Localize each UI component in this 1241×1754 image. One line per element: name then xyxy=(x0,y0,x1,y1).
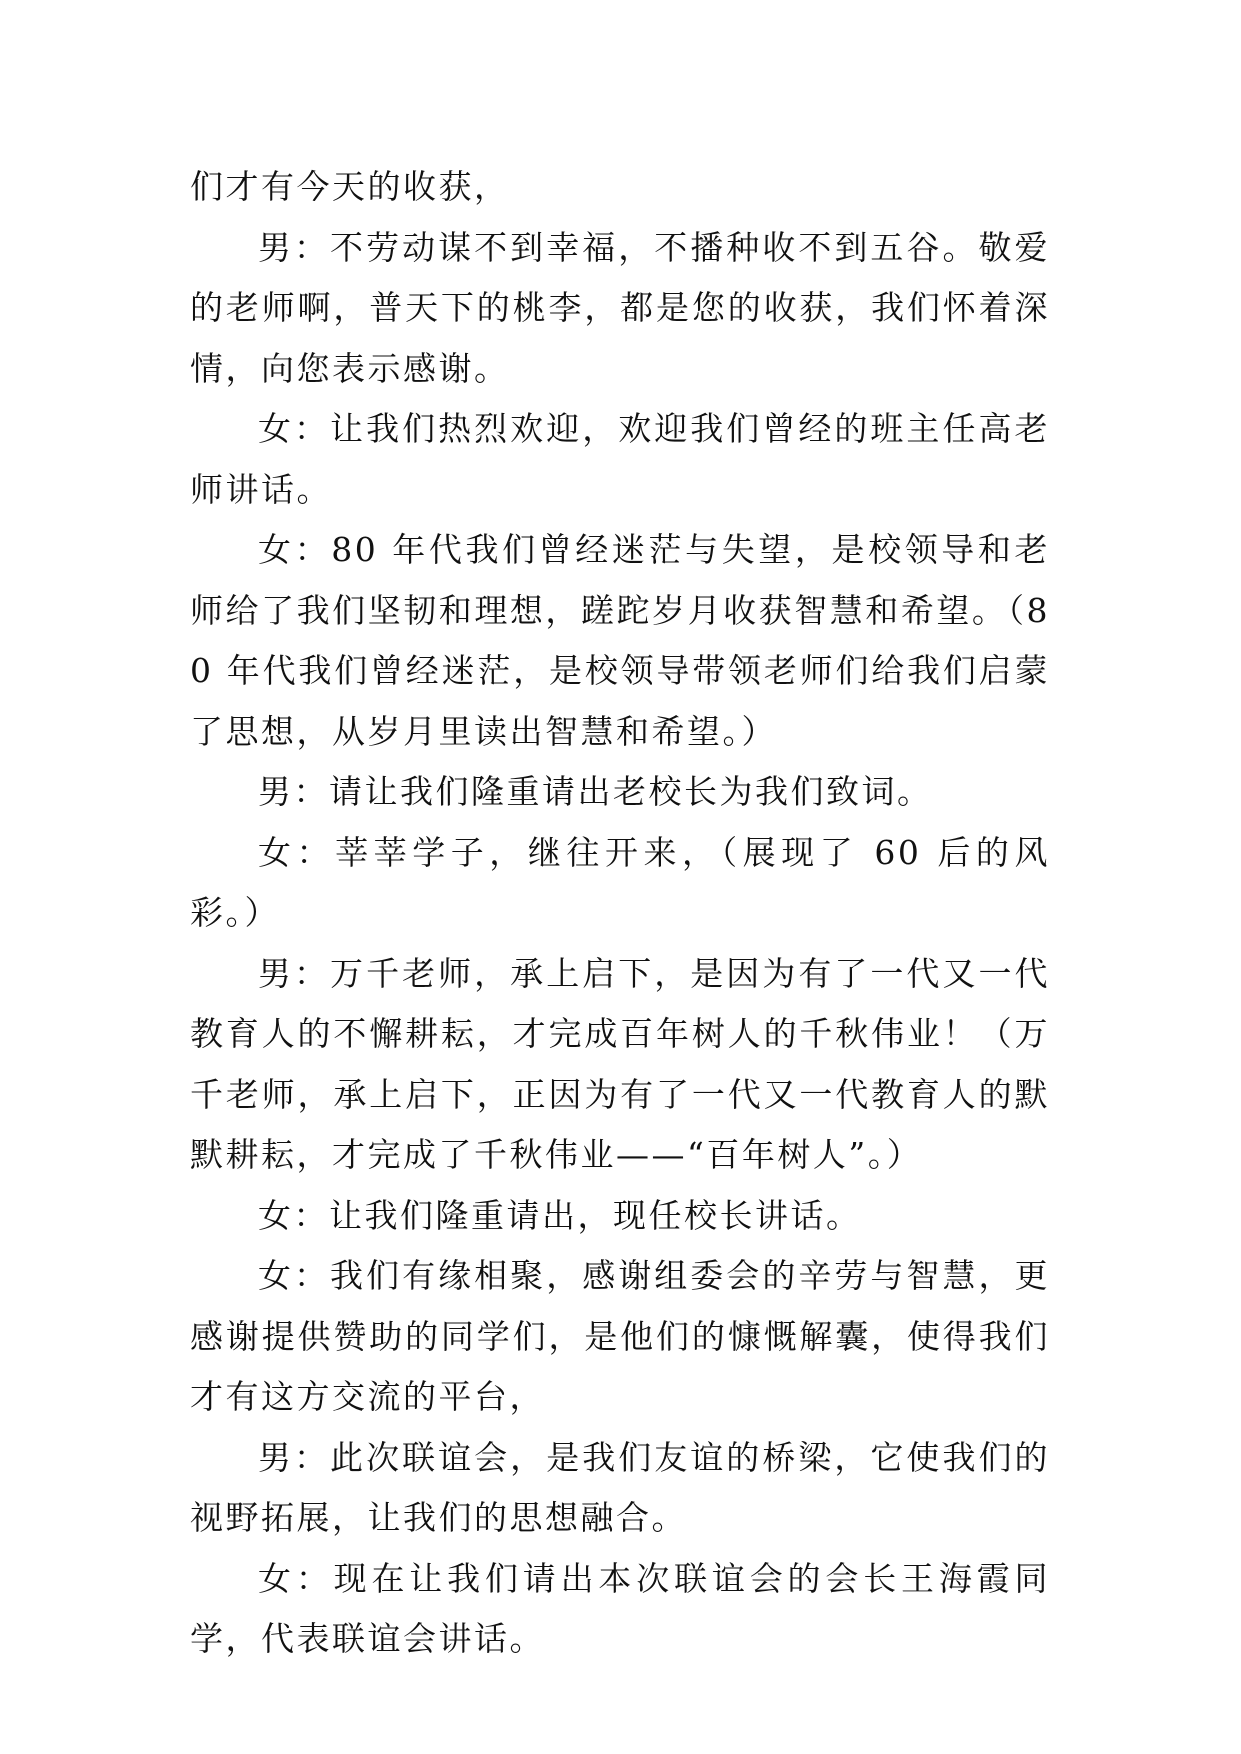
paragraph-female-welcome-head-teacher: 女：让我们热烈欢迎，欢迎我们曾经的班主任高老师讲话。 xyxy=(190,409,1050,509)
paragraph-female-students: 女：莘莘学子，继往开来，（展现了 60 后的风彩。） xyxy=(190,832,1050,932)
paragraph-male-teachers-legacy: 男：万千老师，承上启下，是因为有了一代又一代教育人的不懈耕耘，才完成百年树人的千秋伟业！（万千老师，承上启下，正因为有了一代又一代教育人的默默耕耘，才完成了千秋伟业——“百年树人”。） xyxy=(190,953,1050,1174)
paragraph-male-thanks-teachers: 男：不劳动谋不到幸福，不播种收不到五谷。敬爱的老师啊，普天下的桃李，都是您的收获，我们怀着深情，向您表示感谢。 xyxy=(190,227,1050,388)
paragraph-female-president-speech: 女：现在让我们请出本次联谊会的会长王海霞同学，代表联谊会讲话。 xyxy=(190,1558,1050,1658)
paragraph-continuation: 们才有今天的收获， xyxy=(190,167,510,206)
paragraph-female-80s: 女：80 年代我们曾经迷茫与失望，是校领导和老师给了我们坚韧和理想，蹉跎岁月收获智慧和希望。（80 年代我们曾经迷茫，是校领导带领老师们给我们启蒙了思想，从岁月里读出智慧和希望。） xyxy=(190,530,1050,751)
paragraph-male-friendship: 男：此次联谊会，是我们友谊的桥梁，它使我们的视野拓展，让我们的思想融合。 xyxy=(190,1437,1050,1537)
paragraph-female-thanks-committee: 女：我们有缘相聚，感谢组委会的辛劳与智慧，更感谢提供赞助的同学们，是他们的慷慨解囊，使得我们才有这方交流的平台， xyxy=(190,1256,1050,1416)
document-body xyxy=(190,157,1050,1670)
paragraph-female-current-principal: 女：让我们隆重请出，现任校长讲话。 xyxy=(258,1195,862,1235)
paragraph-male-old-principal: 男：请让我们隆重请出老校长为我们致词。 xyxy=(258,772,933,811)
